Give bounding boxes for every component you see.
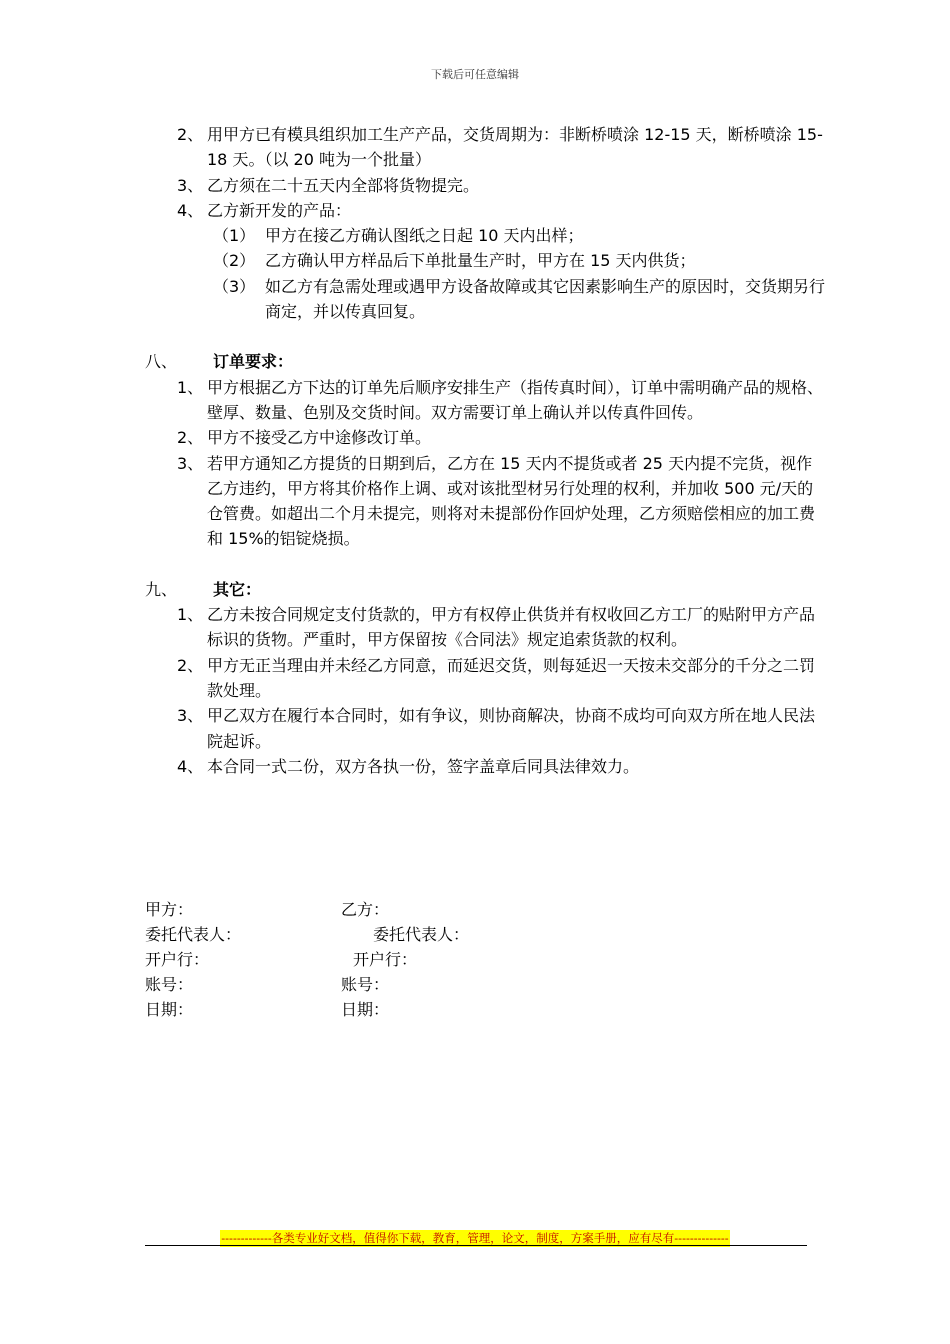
item-number: 3、	[177, 706, 204, 726]
section-heading-other	[145, 577, 825, 602]
section-title: 订单要求：	[213, 352, 294, 372]
item-text: 乙方须在二十五天内全部将货物提完。	[207, 175, 480, 195]
account-a-label: 账号：	[145, 975, 194, 994]
item-text: 甲乙双方在履行本合同时，如有争议，则协商解决，协商不成均可向双方所在地人民法院起诉。	[207, 706, 816, 751]
subitem-number: （3）	[213, 276, 256, 296]
item-number: 2、	[177, 125, 204, 144]
other-clause-item	[145, 602, 825, 653]
signature-row-party	[145, 897, 745, 922]
subitem-number: （1）	[213, 226, 256, 246]
bank-a-label: 开户行：	[145, 950, 210, 969]
item-number: 4、	[177, 756, 204, 776]
item-number: 1、	[177, 605, 204, 625]
other-clause-item	[145, 653, 825, 704]
item-number: 2、	[177, 655, 204, 675]
date-a-label: 日期：	[145, 1000, 194, 1019]
section-number: 八、	[145, 352, 178, 372]
item-text: 乙方未按合同规定支付货款的，甲方有权停止供货并有权收回乙方工厂的贴附甲方产品标识的货物。严重时，甲方保留按《合同法》规定追索货款的权利。	[207, 605, 816, 650]
item-number: 1、	[177, 377, 204, 397]
section-number: 九、	[145, 579, 178, 599]
item-number: 3、	[177, 453, 204, 473]
item-text: 甲方根据乙方下达的订单先后顺序安排生产（指传真时间），订单中需明确产品的规格、壁厚、数量、色别及交货时间。双方需要订单上确认并以传真件回传。	[207, 377, 824, 422]
subitem-number: （2）	[213, 251, 256, 271]
subitem-text: 甲方在接乙方确认图纸之日起 10 天内出样；	[265, 226, 584, 246]
order-requirement-item	[145, 425, 825, 450]
order-requirement-item	[145, 451, 825, 552]
section-title: 其它：	[213, 579, 262, 599]
section-heading-order-requirements	[145, 349, 825, 374]
subitem-text: 如乙方有急需处理或遇甲方设备故障或其它因素影响生产的原因时，交货期另行商定，并以传真回复。	[265, 276, 826, 322]
signature-block	[145, 897, 745, 1022]
item-text: 本合同一式二份，双方各执一份，签字盖章后同具法律效力。	[207, 756, 640, 776]
item-number: 4、	[177, 200, 204, 220]
delivery-item	[145, 122, 825, 173]
new-product-subitem	[145, 274, 825, 325]
new-product-subitem	[145, 223, 825, 248]
order-requirement-item	[145, 375, 825, 426]
item-text: 用甲方已有模具组织加工生产产品，交货周期为：非断桥喷涂 12-15 天，断桥喷涂 15-18 天。（以 20 吨为一个批量）	[207, 125, 823, 170]
item-number: 3、	[177, 175, 204, 195]
delivery-item	[145, 173, 825, 198]
party-b-label: 乙方：	[341, 900, 390, 919]
rep-a-label: 委托代表人：	[145, 925, 242, 944]
bank-b-label: 开户行：	[353, 950, 418, 969]
footer-divider	[145, 1245, 807, 1246]
new-product-subitem	[145, 248, 825, 273]
item-number: 2、	[177, 428, 204, 448]
signature-row-date	[145, 997, 745, 1022]
delivery-item	[145, 198, 825, 223]
item-text: 乙方新开发的产品：	[207, 200, 352, 220]
party-a-label: 甲方：	[145, 900, 194, 919]
item-text: 甲方无正当理由并未经乙方同意，而延迟交货，则每延迟一天按未交部分的千分之二罚款处理。	[207, 655, 816, 700]
page-footer	[0, 1227, 950, 1247]
footer-banner-text: -------------各类专业好文档，值得你下载，教育，管理，论文，制度，方案手册，应有尽有--------------	[221, 1231, 729, 1245]
other-clause-item	[145, 703, 825, 754]
page-header: 下载后可任意编辑	[431, 68, 519, 81]
signature-row-account	[145, 972, 745, 997]
item-text: 若甲方通知乙方提货的日期到后，乙方在 15 天内不提货或者 25 天内提不完货，视作乙方违约，甲方将其价格作上调、或对该批型材另行处理的权利，并加收 500 元/天的仓管费。如超出二个月未提完，则将对未提部份作回炉处理，乙方须赔偿相应的加工费和 15%的铝锭烧损。	[207, 453, 816, 549]
contract-body	[145, 122, 825, 779]
subitem-text: 乙方确认甲方样品后下单批量生产时，甲方在 15 天内供货；	[265, 251, 696, 271]
rep-b-label: 委托代表人：	[373, 925, 470, 944]
account-b-label: 账号：	[341, 975, 390, 994]
other-clause-item	[145, 754, 825, 779]
signature-row-bank	[145, 947, 745, 972]
date-b-label: 日期：	[341, 1000, 390, 1019]
signature-row-representative	[145, 922, 745, 947]
item-text: 甲方不接受乙方中途修改订单。	[207, 428, 432, 448]
